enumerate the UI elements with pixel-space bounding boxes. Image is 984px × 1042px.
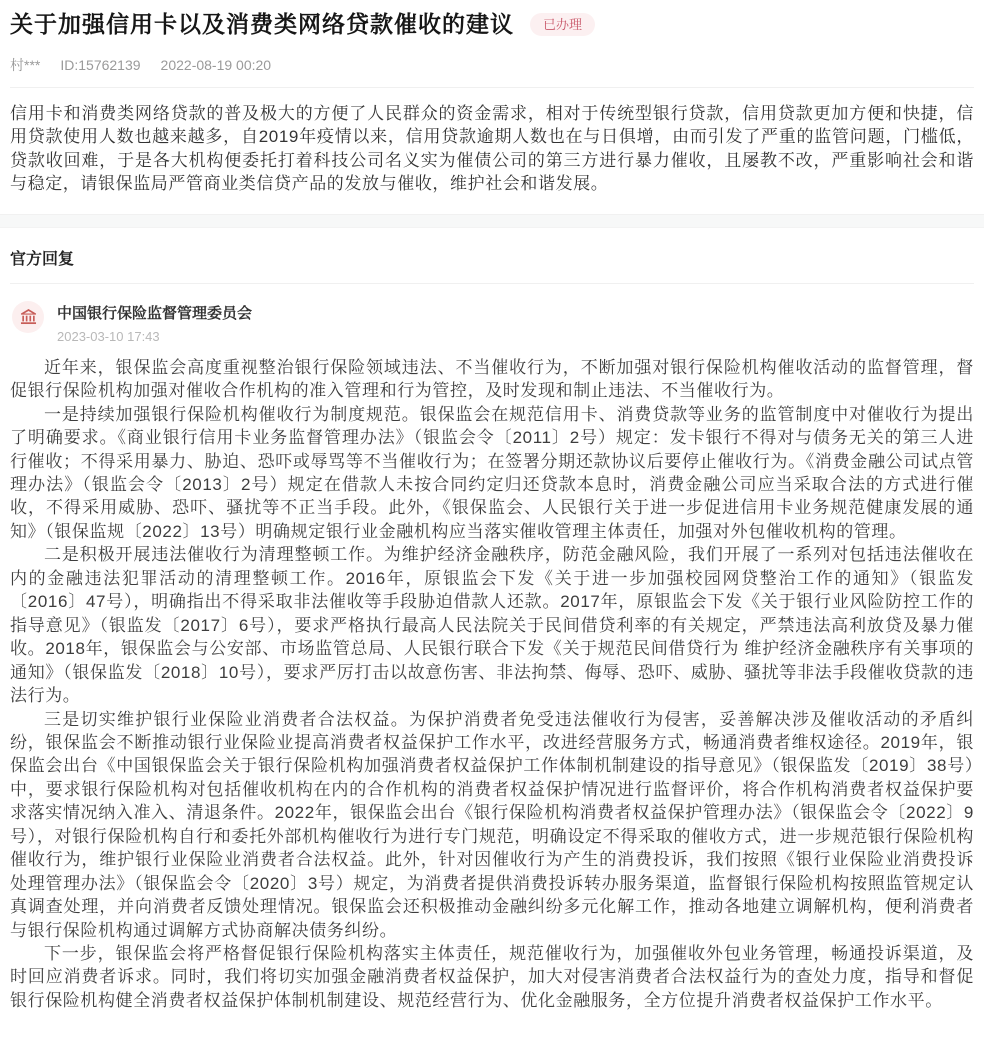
reply-paragraph: 二是积极开展违法催收行为清理整顿工作。为维护经济金融秩序，防范金融风险，我们开展了一系列对包括违法催收在内的金融违法犯罪活动的清理整顿工作。2016年，原银监会下发《关于进一步加强校园网贷整治工作的通知》（银监发〔2016〕47号），明确指出不得采取非法催收等手段胁迫借款人还款。2017年，原银监会下发《关于银行业风险防控工作的指导意见》（银监发〔2017〕6号），要求严格执行最高人民法院关于民间借贷利率的有关规定，严禁违法高利放贷及暴力催收。2018年，银保监会与公安部、市场监管总局、人民银行联合下发《关于规范民间借贷行为 维护经济金融秩序有关事项的通知》（银保监发〔2018〕10号），要求严厉打击以故意伤害、非法拘禁、侮辱、恐吓、威胁、骚扰等非法手段催收贷款的违法行为。 — [10, 545, 974, 706]
author-name: 村*** — [10, 56, 41, 73]
reply-paragraph: 一是持续加强银行保险机构催收行为制度规范。银保监会在规范信用卡、消费贷款等业务的监管制度中对催收行为提出了明确要求。《商业银行信用卡业务监督管理办法》（银监会令〔2011〕2号）规定：发卡银行不得对与债务无关的第三人进行催收；不得采用暴力、胁迫、恐吓或辱骂等不当催收行为；在签署分期还款协议后要停止催收行为。《消费金融公司试点管理办法》（银监会令〔2013〕2号）规定在借款人未按合同约定归还贷款本息时，消费金融公司应当采取合法的方式进行催收，不得采用威胁、恐吓、骚扰等不正当手段。此外，《银保监会、人民银行关于进一步促进信用卡业务规范健康发展的通知》（银保监规〔2022〕13号）明确规定银行业金融机构应当落实催收管理主体责任，加强对外包催收机构的管理。 — [10, 404, 974, 541]
reply-paragraph: 下一步，银保监会将严格督促银行保险机构落实主体责任，规范催收行为，加强催收外包业务管理，畅通投诉渠道，及时回应消费者诉求。同时，我们将切实加强金融消费者权益保护，加大对侵害消费者合法权益行为的查处力度，指导和督促银行保险机构健全消费者权益保护体制机制建设、规范经营行为、优化金融服务，全方位提升消费者权益保护工作水平。 — [10, 944, 974, 1010]
question-section — [0, 0, 984, 196]
reply-paragraph: 三是切实维护银行业保险业消费者合法权益。为保护消费者免受违法催收行为侵害，妥善解决涉及催收活动的矛盾纠纷，银保监会不断推动银行业保险业提高消费者权益保护工作水平，改进经营服务方式，畅通消费者维权途径。2019年，银保监会出台《中国银保监会关于银行保险机构加强消费者权益保护工作体制机制建设的指导意见》（银保监发〔2019〕38号）中，要求银行保险机构对包括催收机构在内的合作机构的消费者权益保护情况进行监督评价，将合作机构消费者权益保护要求落实情况纳入准入、清退条件。2022年，银保监会出台《银行保险机构消费者权益保护管理办法》（银保监会令〔2022〕9号），对银行保险机构自行和委托外部机构催收行为进行专门规范，明确设定不得采取的催收方式，进一步规范银行保险机构催收行为，维护银行业保险业消费者合法权益。此外，针对因催收行为产生的消费投诉，我们按照《银行业保险业消费投诉处理管理办法》（银保监会令〔2020〕3号）规定，为消费者提供消费投诉转办服务渠道，监督银行保险机构按照监管规定认真调查处理，并向消费者反馈处理情况。银保监会还积极推动金融纠纷多元化解工作，推动各地建立调解机构，便利消费者与银行保险机构通过调解方式协商解决债务纠纷。 — [10, 709, 974, 940]
section-separator — [0, 214, 984, 228]
reply-org-block — [57, 301, 252, 344]
status-badge: 已办理 — [530, 13, 595, 36]
question-date: 2022-08-19 00:20 — [160, 56, 272, 73]
government-building-icon — [12, 301, 44, 333]
question-id: ID:15762139 — [60, 56, 141, 73]
reply-paragraph: 近年来，银保监会高度重视整治银行保险领域违法、不当催收行为，不断加强对银行保险机构催收活动的监督管理，督促银行保险机构加强对催收合作机构的准入管理和行为管控，及时发现和制止违法、不当催收行为。 — [10, 357, 974, 401]
reply-body — [10, 352, 974, 1013]
org-name: 中国银行保险监督管理委员会 — [57, 304, 253, 322]
reply-timestamp: 2023-03-10 17:43 — [57, 328, 160, 344]
reply-header — [10, 284, 974, 352]
official-reply-heading: 官方回复 — [10, 228, 974, 284]
title-row — [10, 6, 974, 40]
official-reply-section — [0, 228, 984, 1023]
question-meta — [10, 55, 974, 88]
question-body: 信用卡和消费类网络贷款的普及极大的方便了人民群众的资金需求，相对于传统型银行贷款，信用贷款更加方便和快捷，信用贷款使用人数也越来越多，自2019年疫情以来，信用贷款逾期人数也在与日俱增，由而引发了严重的监管问题，门槛低，贷款收回难，于是各大机构便委托打着科技公司名义实为催债公司的第三方进行暴力催收，且屡教不改，严重影响社会和谐与稳定，请银保监局严管商业类信贷产品的发放与催收，维护社会和谐发展。 — [10, 103, 974, 194]
page-title: 关于加强信用卡以及消费类网络贷款催收的建议 — [10, 11, 514, 37]
